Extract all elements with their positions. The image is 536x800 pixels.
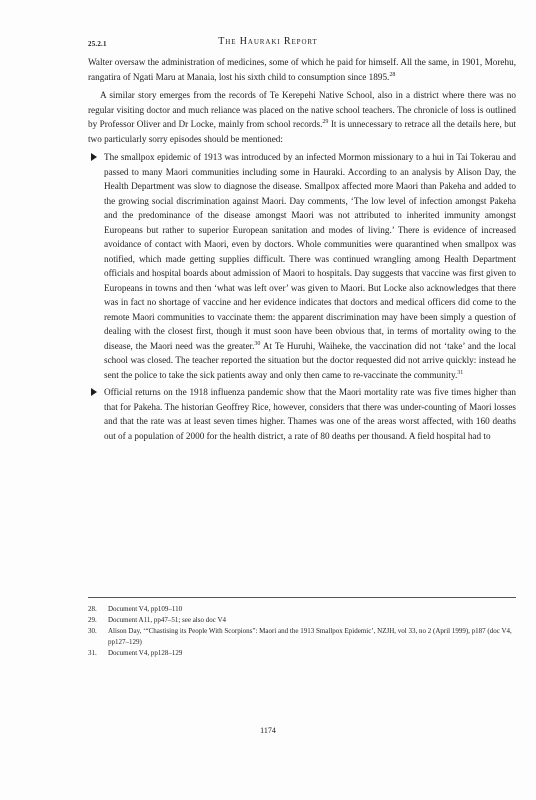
paragraph-1-text: Walter oversaw the administration of medicines, some of which he paid for himself. All the same, in 1901, Morehu, rangatira of Ngati Maru at Manaia, lost his sixth child to consumption since 1895. bbox=[88, 57, 516, 82]
paragraph-2-text-a: A similar story emerges from the records of Te Kerepehi Native School, also in a district where there was no regular visiting doctor and much reliance was placed on the native school teachers. The chronicle of loss is outlined by Professor Oliver and Dr Locke, mainly from school records. bbox=[88, 90, 516, 129]
footnote bbox=[88, 648, 516, 659]
footnote-number: 28. bbox=[88, 605, 97, 613]
footnote bbox=[88, 604, 516, 615]
footnote-text: Document A11, pp47–51; see also doc V4 bbox=[108, 616, 227, 624]
bullet-item-influenza bbox=[88, 385, 516, 443]
footnote-text: Alison Day, ‘“Chastising its People With Scorpions”: Maori and the 1913 Smallpox Epidemic’, NZJH, vol 33, no 2 (April 1999), p187 (doc V4, pp127–129) bbox=[108, 627, 512, 646]
footnote-text: Document V4, pp109–110 bbox=[108, 605, 183, 613]
bullet-1-text-a: The smallpox epidemic of 1913 was introduced by an infected Mormon missionary to a hui in Tai Tokerau and passed to many Maori communities including some in Hauraki. According to an analysis by Alison Day, the Health Department was slow to diagnose the disease. Smallpox affected more Maori than Pakeha and added to the growing social discrimination against Maori. Day comments, ‘The low level of infection amongst Pakeha and the predominance of the disease amongst Maori was not attributed to inherited immunity amongst Europeans but rather to superior European sanitation and modes of living.’ There is evidence of increased avoidance of contact with Maori, even by doctors. Whole communities were quarantined when smallpox was notified, which made getting supplies difficult. There was continued wrangling among Health Department officials and hospital boards about admission of Maori to hospitals. Day suggests that vaccine was first given to Europeans in towns and then ‘what was left over’ was given to Maori. But Locke also acknowledges that there was in fact no shortage of vaccine and her evidence indicates that doctors and medical officers did come to the remote Maori communities to vaccinate them: the apparent discrimination may have been simply a question of dealing with the closest first, though it must soon have been obvious that, in terms of mortality owing to the disease, the Maori need was the greater. bbox=[104, 152, 516, 351]
bullet-2-text: Official returns on the 1918 influenza pandemic show that the Maori mortality rate was five times higher than that for Pakeha. The historian Geoffrey Rice, however, considers that there was under-counting of Maori losses and that the rate was at least seven times higher. Thames was one of the areas worst affected, with 160 deaths out of a population of 2000 for the health district, a rate of 80 deaths per thousand. A field hospital had to bbox=[104, 387, 516, 441]
bullet-1-text-b: At Te Huruhi, Waiheke, the vaccination did not ‘take’ and the local school was closed. The teacher reported the situation but the doctor requested did not arrive quickly: instead he sent the police to take the sick patients away and only then came to re-vaccinate the community. bbox=[104, 340, 516, 380]
footnote-ref-29[interactable]: 29 bbox=[322, 119, 329, 125]
running-header-title: The Hauraki Report bbox=[218, 36, 318, 47]
triangle-bullet-icon bbox=[91, 388, 97, 396]
footnote-number: 30. bbox=[88, 627, 97, 635]
paragraph-2 bbox=[88, 88, 516, 146]
footnote-number: 29. bbox=[88, 616, 97, 624]
footnote-ref-28[interactable]: 28 bbox=[389, 71, 396, 78]
footnote-number: 31. bbox=[88, 649, 97, 657]
footnote-ref-30[interactable]: 30 bbox=[254, 340, 261, 347]
bullet-list bbox=[88, 150, 516, 443]
page-number: 1174 bbox=[260, 726, 276, 735]
footnote bbox=[88, 615, 516, 626]
paragraph-2-text-b: It is unnecessary to retrace all the details here, but two particularly sorry episodes should be mentioned: bbox=[88, 119, 516, 144]
triangle-bullet-icon bbox=[91, 153, 97, 161]
footnote-divider bbox=[88, 597, 516, 598]
footnote-text: Document V4, pp128–129 bbox=[108, 649, 183, 657]
footnote bbox=[88, 626, 516, 648]
paragraph-1 bbox=[88, 55, 516, 84]
footnotes bbox=[88, 604, 516, 659]
footnote-ref-31[interactable]: 31 bbox=[457, 369, 464, 376]
bullet-item-smallpox bbox=[88, 150, 516, 382]
body-text bbox=[88, 55, 516, 446]
section-number: 25.2.1 bbox=[88, 40, 107, 48]
